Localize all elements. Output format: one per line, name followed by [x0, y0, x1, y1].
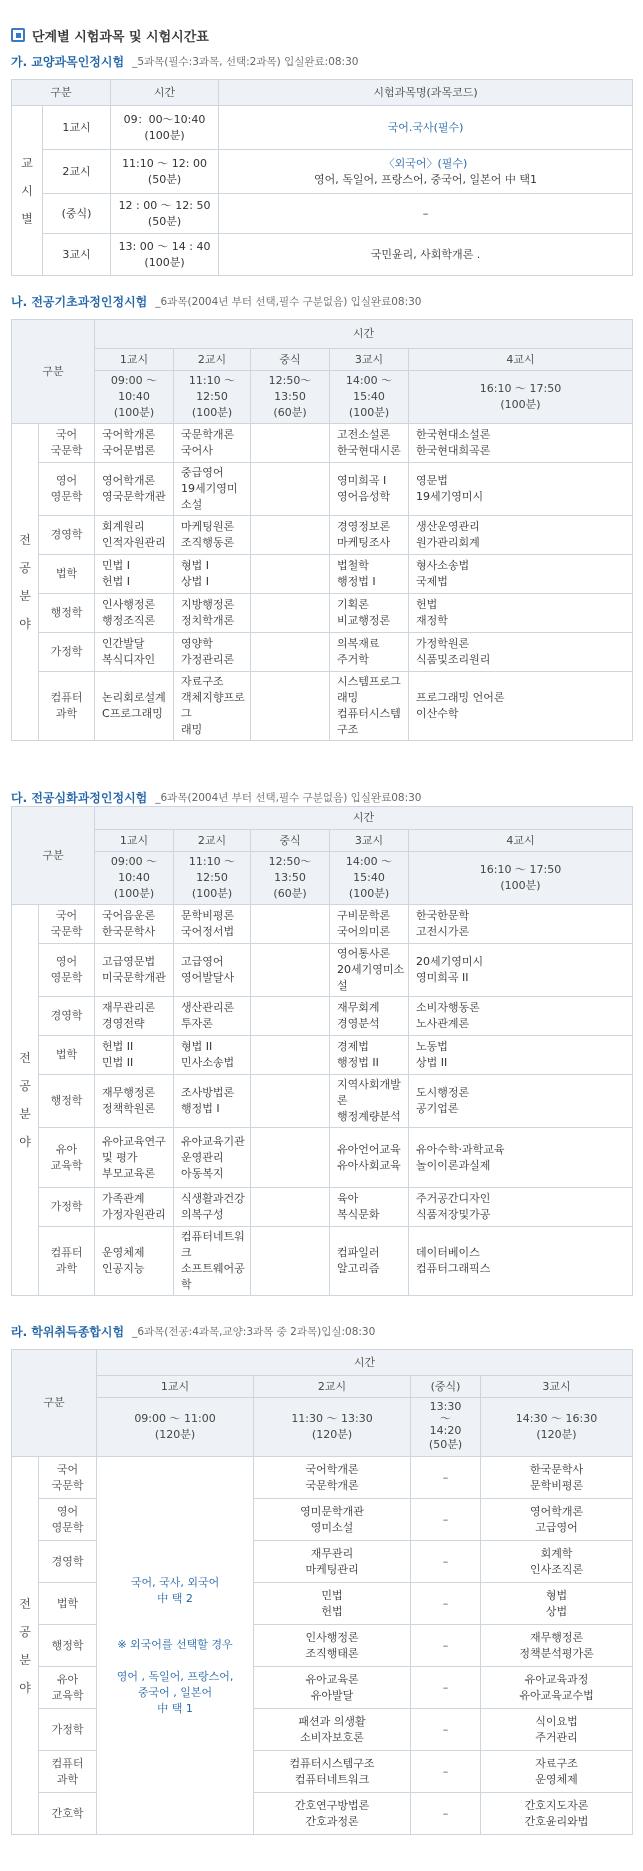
lunch-dash: – — [411, 1751, 481, 1793]
major-name: 법학 — [39, 1583, 97, 1625]
subject-cell: 생산운영관리 원가관리회계 — [409, 516, 633, 555]
period-time — [95, 371, 174, 424]
time-range: 11:10 ～ 12: 00 — [122, 156, 207, 170]
subject-cell: 패션과 의생활 소비자보호론 — [254, 1709, 411, 1751]
period-header: 중식 — [251, 830, 330, 852]
period-header: 3교시 — [330, 830, 409, 852]
subject-cell — [219, 106, 633, 150]
subject-cell: 고급영문법 미국문학개관 — [95, 944, 174, 997]
time-duration: (100분) — [348, 887, 390, 900]
page-title — [11, 25, 209, 45]
subject-cell — [251, 594, 330, 633]
table-row — [12, 1128, 633, 1188]
subject-cell — [219, 234, 633, 276]
period-time — [481, 1398, 633, 1457]
subject-cell: 도시행정론 공기업론 — [409, 1075, 633, 1128]
subject-cell: 형사소송법 국제법 — [409, 555, 633, 594]
table-head — [12, 807, 633, 905]
period-time — [174, 852, 251, 905]
time-range: 12:50～13:50 — [268, 855, 312, 884]
period-header: (중식) — [411, 1376, 481, 1398]
major-name: 유아 교육학 — [39, 1667, 97, 1709]
section-a-note: _5과목(필수:3과목, 선택:2과목) 입실완료:08:30 — [132, 55, 359, 68]
lunch-dash: – — [411, 1499, 481, 1541]
subject-cell: 영문법 19세기영미시 — [409, 463, 633, 516]
time-range: 14:00 ～ 15:40 — [345, 855, 393, 884]
col-header: 시험과목명(과목코드) — [219, 80, 633, 106]
subject-cell: 주거공간디자인 식품저장및가공 — [409, 1188, 633, 1227]
time-duration: (50분) — [147, 172, 182, 186]
table-d — [11, 1349, 633, 1835]
subject-cell: 인사행정론 행정조직론 — [95, 594, 174, 633]
time-duration: (60분) — [273, 406, 307, 419]
major-name: 가정학 — [39, 1709, 97, 1751]
time-range: 09：00～10:40 — [123, 112, 206, 126]
common-subjects: 국어, 국사, 외국어 中 택 2 — [130, 1575, 220, 1605]
period-header: 3교시 — [330, 349, 409, 371]
subject-cell: 가족관계 가정자원관리 — [95, 1188, 174, 1227]
subject-cell: 문학비평론 국어정서법 — [174, 905, 251, 944]
major-name: 국어 국문학 — [39, 424, 95, 463]
header-row — [12, 320, 633, 349]
period-time — [330, 371, 409, 424]
time-cell — [111, 150, 219, 194]
time-duration: (100분) — [191, 406, 233, 419]
period-cell: (중식) — [43, 194, 111, 234]
time-duration: (100분) — [113, 887, 155, 900]
subject-cell: 간호연구방법론 간호과정론 — [254, 1793, 411, 1835]
header-row — [12, 1350, 633, 1376]
time-row — [12, 1398, 633, 1457]
major-name: 법학 — [39, 1036, 95, 1075]
time-row — [12, 371, 633, 424]
period-header: 중식 — [251, 349, 330, 371]
subject-cell: 구비문학론 국어의미론 — [330, 905, 409, 944]
subject-cell: 형법 I 상법 I — [174, 555, 251, 594]
period-row — [12, 830, 633, 852]
subject-cell: 영어통사론 20세기영미소설 — [330, 944, 409, 997]
time-range: 13:30 ～ 14:20 — [429, 1400, 462, 1437]
subject-cell: 인간발달 복식디자인 — [95, 633, 174, 672]
subject-cell: 한국한문학 고전시가론 — [409, 905, 633, 944]
subject-cell: 영어학개론 영국문학개관 — [95, 463, 174, 516]
subject-options: 영어, 독일어, 프랑스어, 중국어, 일본어 中 택1 — [314, 172, 537, 186]
time-range: 12 : 00 ～ 12: 50 — [118, 198, 211, 212]
subject-cell: 컴퓨터네트워크 소프트웨어공학 — [174, 1227, 251, 1296]
subject-cell: 영미희곡 I 영어음성학 — [330, 463, 409, 516]
subject-cell: 민법 헌법 — [254, 1583, 411, 1625]
lunch-dash: – — [411, 1541, 481, 1583]
subject-cell: 국어음운론 한국문학사 — [95, 905, 174, 944]
subject-cell: 영어학개론 고급영어 — [481, 1499, 633, 1541]
subject-cell: 중급영어 19세기영미소설 — [174, 463, 251, 516]
period-row — [12, 349, 633, 371]
subject-cell: 한국현대소설론 한국현대희곡론 — [409, 424, 633, 463]
subject-cell: 컴파일러 알고리즘 — [330, 1227, 409, 1296]
subject-cell: 유아수학·과학교육 놀이이론과실제 — [409, 1128, 633, 1188]
subject-cell: 자료구조 객체지향프로그 래밍 — [174, 672, 251, 741]
section-c-title: 다. 전공심화과정인정시험 — [11, 790, 148, 805]
subject-cell: 지방행정론 정치학개론 — [174, 594, 251, 633]
subject-cell — [251, 944, 330, 997]
period-header: 2교시 — [254, 1376, 411, 1398]
subject-cell: 유아교육론 유아발달 — [254, 1667, 411, 1709]
time-duration: (100분) — [500, 398, 541, 411]
subject-cell: 논리회로설계 C프로그래밍 — [95, 672, 174, 741]
subject-cell: 가정학원론 식품및조리원리 — [409, 633, 633, 672]
time-range: 11:10 ～ 12:50 — [188, 855, 236, 884]
major-name: 가정학 — [39, 633, 95, 672]
lunch-dash: – — [411, 1583, 481, 1625]
time-range: 09:00 ～ 10:40 — [110, 374, 158, 403]
subject-cell: 국어학개론 국문학개론 — [254, 1457, 411, 1499]
subject-cell: 마케팅원론 조직행동론 — [174, 516, 251, 555]
subject-cell — [251, 997, 330, 1036]
time-duration: (100분) — [144, 128, 185, 142]
major-name: 경영학 — [39, 516, 95, 555]
section-b-heading — [11, 292, 421, 310]
table-row — [12, 1188, 633, 1227]
time-range: 12:50～13:50 — [268, 374, 312, 403]
period-time — [97, 1398, 254, 1457]
subject-cell — [251, 633, 330, 672]
time-range: 09:00 ～ 10:40 — [110, 855, 158, 884]
period-time — [254, 1398, 411, 1457]
subject-cell — [251, 672, 330, 741]
time-range: 14:30 ～ 16:30 — [515, 1412, 598, 1425]
period-header: 2교시 — [174, 349, 251, 371]
subject-cell: 운영체제 인공지능 — [95, 1227, 174, 1296]
subject-cell — [251, 1036, 330, 1075]
period-cell: 2교시 — [43, 150, 111, 194]
table-body — [12, 424, 633, 741]
section-a-title: 가. 교양과목인정시험 — [11, 54, 125, 69]
subject-cell: 재무회계 경영분석 — [330, 997, 409, 1036]
table-body — [12, 905, 633, 1296]
lunch-dash: – — [411, 1667, 481, 1709]
page-title-text: 단계별 시험과목 및 시험시간표 — [32, 29, 209, 45]
time-range: 09:00 ～ 11:00 — [134, 1412, 216, 1425]
subject-cell — [251, 1128, 330, 1188]
time-duration: (120분) — [536, 1428, 577, 1441]
period-row — [12, 1376, 633, 1398]
subject-cell — [251, 516, 330, 555]
time-duration: (50분) — [147, 214, 182, 228]
time-range: 13: 00 ～ 14 : 40 — [118, 239, 211, 253]
subject-name: – — [422, 206, 429, 220]
time-range: 11:10 ～ 12:50 — [188, 374, 236, 403]
section-d-heading — [11, 1322, 375, 1340]
period-header: 4교시 — [409, 830, 633, 852]
time-duration: (100분) — [191, 887, 233, 900]
lunch-dash: – — [411, 1793, 481, 1835]
time-duration: (50분) — [428, 1438, 463, 1451]
time-duration: (100분) — [113, 406, 155, 419]
time-header: 시간 — [97, 1350, 633, 1376]
major-name: 컴퓨터 과학 — [39, 1751, 97, 1793]
subject-cell: 형법 II 민사소송법 — [174, 1036, 251, 1075]
table-row — [12, 106, 633, 150]
row-group-label: 교 시 별 — [12, 106, 43, 276]
subject-cell: 지역사회개발론 행정계량분석 — [330, 1075, 409, 1128]
subject-cell — [251, 1188, 330, 1227]
table-row — [12, 905, 633, 944]
subject-name: 〈외국어〉(필수) — [383, 156, 468, 170]
period-header: 2교시 — [174, 830, 251, 852]
lunch-dash: – — [411, 1457, 481, 1499]
major-name: 경영학 — [39, 1541, 97, 1583]
subject-cell: 의복재료 주거학 — [330, 633, 409, 672]
subject-cell: 간호지도자론 간호윤리와법 — [481, 1793, 633, 1835]
subject-cell: 재무행정론 정책분석평가론 — [481, 1625, 633, 1667]
period-time — [330, 852, 409, 905]
major-name: 국어 국문학 — [39, 905, 95, 944]
table-head — [12, 320, 633, 424]
time-header: 시간 — [95, 320, 633, 349]
time-cell — [111, 194, 219, 234]
subject-cell: 고급영어 영어발달사 — [174, 944, 251, 997]
row-group-label: 전 공 분 야 — [12, 905, 39, 1296]
table-row — [12, 463, 633, 516]
subject-cell: 프로그래밍 언어론 이산수학 — [409, 672, 633, 741]
major-name: 영어 영문학 — [39, 1499, 97, 1541]
header-row — [12, 807, 633, 830]
time-header: 시간 — [95, 807, 633, 830]
table-row — [12, 944, 633, 997]
time-duration: (100분) — [500, 879, 541, 892]
time-duration: (120분) — [154, 1428, 196, 1441]
major-name: 행정학 — [39, 594, 95, 633]
subject-cell: 고전소설론 한국현대시론 — [330, 424, 409, 463]
section-d-note: _6과목(전공:4과목,교양:3과목 중 2과목)입실:08:30 — [132, 1325, 376, 1338]
period-header: 4교시 — [409, 349, 633, 371]
time-range: 16:10 ～ 17:50 — [479, 382, 562, 395]
table-row — [12, 594, 633, 633]
subject-cell: 소비자행동론 노사관계론 — [409, 997, 633, 1036]
foreign-language-note: ※ 외국어를 선택할 경우 — [117, 1637, 233, 1651]
subject-cell: 생산관리론 투자론 — [174, 997, 251, 1036]
period-header: 1교시 — [95, 349, 174, 371]
subject-cell: 유아교육과정 유아교육교수법 — [481, 1667, 633, 1709]
subject-cell — [251, 1075, 330, 1128]
subject-cell: 회계원리 인적자원관리 — [95, 516, 174, 555]
time-range: 14:00 ～ 15:40 — [345, 374, 393, 403]
period-cell: 3교시 — [43, 234, 111, 276]
subject-cell: 식이요법 주거관리 — [481, 1709, 633, 1751]
subject-cell: 경제법 행정법 II — [330, 1036, 409, 1075]
table-row — [12, 1227, 633, 1296]
major-name: 가정학 — [39, 1188, 95, 1227]
period-time — [409, 852, 633, 905]
subject-cell: 재무관리론 경영전략 — [95, 997, 174, 1036]
subject-cell: 육아 복식문화 — [330, 1188, 409, 1227]
table-b — [11, 319, 633, 741]
subject-cell: 조사방법론 행정법 I — [174, 1075, 251, 1128]
table-row — [12, 150, 633, 194]
table-a — [11, 79, 633, 276]
time-range: 11:30 ～ 13:30 — [291, 1412, 373, 1425]
subject-cell — [251, 1227, 330, 1296]
subject-cell: 기획론 비교행정론 — [330, 594, 409, 633]
subject-cell: 헌법 II 민법 II — [95, 1036, 174, 1075]
subject-cell: 시스템프로그래밍 컴퓨터시스템구조 — [330, 672, 409, 741]
subject-cell: 재무행정론 정책학원론 — [95, 1075, 174, 1128]
time-cell — [111, 234, 219, 276]
period-cell: 1교시 — [43, 106, 111, 150]
row-group-label: 전 공 분 야 — [12, 424, 39, 741]
table-row — [12, 424, 633, 463]
period-time — [251, 371, 330, 424]
major-name: 법학 — [39, 555, 95, 594]
period-header: 1교시 — [95, 830, 174, 852]
time-cell — [111, 106, 219, 150]
subject-name: 국민윤리, 사회학개론 . — [370, 247, 481, 261]
gubun-header: 구분 — [12, 1350, 97, 1457]
table-row — [12, 234, 633, 276]
time-range: 16:10 ～ 17:50 — [479, 863, 562, 876]
time-row — [12, 852, 633, 905]
period-time — [409, 371, 633, 424]
subject-cell: 20세기영미시 영미희곡 II — [409, 944, 633, 997]
subject-cell — [251, 463, 330, 516]
period-header: 1교시 — [97, 1376, 254, 1398]
subject-cell: 회계학 인사조직론 — [481, 1541, 633, 1583]
subject-cell: 노동법 상법 II — [409, 1036, 633, 1075]
table-c — [11, 806, 633, 1296]
major-name: 국어 국문학 — [39, 1457, 97, 1499]
major-name: 경영학 — [39, 997, 95, 1036]
table-row — [12, 672, 633, 741]
section-a-heading — [11, 52, 358, 70]
time-duration: (100분) — [348, 406, 390, 419]
subject-cell: 경영정보론 마케팅조사 — [330, 516, 409, 555]
gubun-header: 구분 — [12, 320, 95, 424]
table-body — [12, 1457, 633, 1835]
subject-cell: 한국문학사 문학비평론 — [481, 1457, 633, 1499]
major-name: 영어 영문학 — [39, 463, 95, 516]
major-name: 행정학 — [39, 1075, 95, 1128]
period-time — [411, 1398, 481, 1457]
lunch-dash: – — [411, 1625, 481, 1667]
subject-cell: 형법 상법 — [481, 1583, 633, 1625]
subject-cell: 유아교육기관 운영관리 아동복지 — [174, 1128, 251, 1188]
table-row — [12, 516, 633, 555]
table-row — [12, 1457, 633, 1499]
time-duration: (120분) — [311, 1428, 353, 1441]
major-name: 유아 교육학 — [39, 1128, 95, 1188]
major-name: 행정학 — [39, 1625, 97, 1667]
subject-cell: 유아언어교육 유아사회교육 — [330, 1128, 409, 1188]
subject-cell — [251, 424, 330, 463]
time-duration: (100분) — [144, 255, 185, 269]
subject-cell — [251, 555, 330, 594]
table-row — [12, 633, 633, 672]
section-b-title: 나. 전공기초과정인정시험 — [11, 294, 148, 309]
table-icon — [11, 28, 25, 42]
subject-cell: 국문학개론 국어사 — [174, 424, 251, 463]
section-d-title: 라. 학위취득종합시험 — [11, 1324, 125, 1339]
section-b-note: _6과목(2004년 부터 선택,필수 구분없음) 입실완료08:30 — [155, 295, 422, 308]
section-c-note: _6과목(2004년 부터 선택,필수 구분없음) 입실완료08:30 — [155, 791, 422, 804]
subject-cell: 인사행정론 조직행태론 — [254, 1625, 411, 1667]
col-header: 시간 — [111, 80, 219, 106]
subject-cell: 영미문학개관 영미소설 — [254, 1499, 411, 1541]
row-group-label: 전 공 분 야 — [12, 1457, 39, 1835]
subject-cell — [219, 194, 633, 234]
table-row — [12, 1036, 633, 1075]
period-time — [95, 852, 174, 905]
subject-cell: 헌법 재정학 — [409, 594, 633, 633]
subject-cell: 민법 I 헌법 I — [95, 555, 174, 594]
subject-cell: 유아교육연구및 평가 부모교육론 — [95, 1128, 174, 1188]
common-subjects-cell — [97, 1457, 254, 1835]
subject-cell — [251, 905, 330, 944]
gubun-header: 구분 — [12, 807, 95, 905]
subject-cell: 법철학 행정법 I — [330, 555, 409, 594]
major-name: 간호학 — [39, 1793, 97, 1835]
subject-cell: 국어학개론 국어문법론 — [95, 424, 174, 463]
subject-cell: 데이터베이스 컴퓨터그래픽스 — [409, 1227, 633, 1296]
subject-name: 국어.국사(필수) — [387, 120, 464, 134]
foreign-language-options: 영어 , 독일어, 프랑스어, 중국어 , 일본어 中 택 1 — [116, 1669, 234, 1715]
section-c-heading — [11, 788, 421, 806]
period-time — [251, 852, 330, 905]
lunch-dash: – — [411, 1709, 481, 1751]
table-row — [12, 555, 633, 594]
subject-cell: 식생활과건강 의복구성 — [174, 1188, 251, 1227]
table-row — [12, 1075, 633, 1128]
subject-cell: 자료구조 운영체제 — [481, 1751, 633, 1793]
major-name: 컴퓨터 과학 — [39, 1227, 95, 1296]
subject-cell: 재무관리 마케팅관리 — [254, 1541, 411, 1583]
period-header: 3교시 — [481, 1376, 633, 1398]
major-name: 컴퓨터 과학 — [39, 672, 95, 741]
period-time — [174, 371, 251, 424]
table-row — [12, 997, 633, 1036]
subject-cell — [219, 150, 633, 194]
subject-cell: 컴퓨터시스템구조 컴퓨터네트워크 — [254, 1751, 411, 1793]
col-header: 구분 — [12, 80, 111, 106]
table-row — [12, 194, 633, 234]
time-duration: (60분) — [273, 887, 307, 900]
table-head — [12, 1350, 633, 1457]
major-name: 영어 영문학 — [39, 944, 95, 997]
subject-cell: 영양학 가정관리론 — [174, 633, 251, 672]
